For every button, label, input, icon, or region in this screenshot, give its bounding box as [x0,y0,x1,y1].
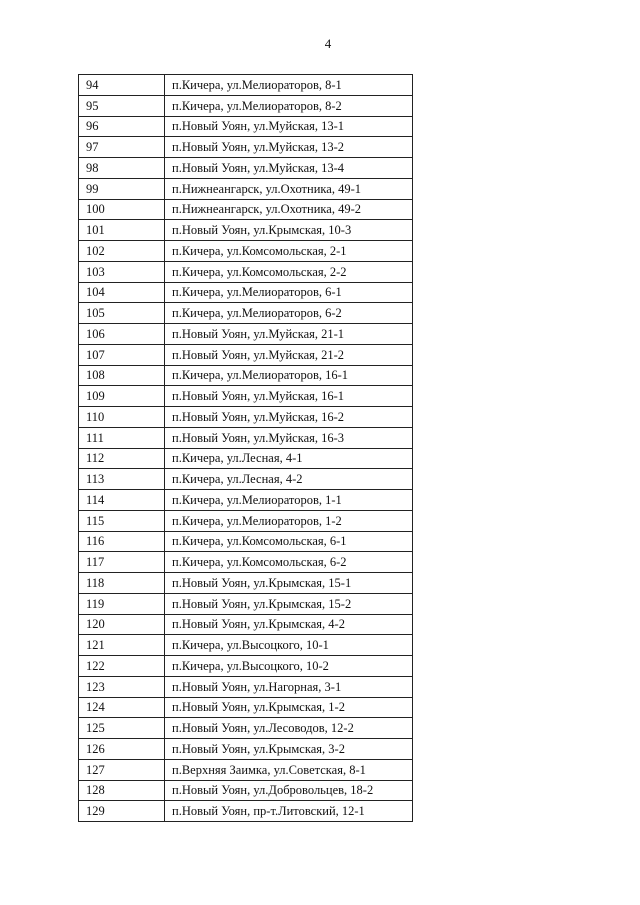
row-number-cell: 124 [79,697,165,718]
row-number-cell: 98 [79,158,165,179]
address-cell: п.Новый Уоян, ул.Крымская, 15-1 [165,573,413,594]
table-row [79,676,413,697]
address-cell: п.Кичера, ул.Комсомольская, 2-2 [165,261,413,282]
row-number-cell: 117 [79,552,165,573]
table-row [79,241,413,262]
address-cell: п.Кичера, ул.Мелиораторов, 6-2 [165,303,413,324]
row-number-cell: 128 [79,780,165,801]
address-cell: п.Новый Уоян, ул.Муйская, 16-1 [165,386,413,407]
address-cell: п.Нижнеангарск, ул.Охотника, 49-1 [165,178,413,199]
table-row [79,282,413,303]
page-number: 4 [324,36,332,51]
address-cell: п.Новый Уоян, ул.Нагорная, 3-1 [165,676,413,697]
address-cell: п.Кичера, ул.Мелиораторов, 1-2 [165,510,413,531]
table-row [79,448,413,469]
table-row [79,199,413,220]
row-number-cell: 113 [79,469,165,490]
row-number-cell: 123 [79,676,165,697]
address-cell: п.Новый Уоян, ул.Муйская, 21-1 [165,324,413,345]
address-cell: п.Новый Уоян, ул.Муйская, 13-2 [165,137,413,158]
row-number-cell: 118 [79,573,165,594]
address-cell: п.Кичера, ул.Комсомольская, 6-1 [165,531,413,552]
row-number-cell: 101 [79,220,165,241]
row-number-cell: 122 [79,656,165,677]
address-cell: п.Новый Уоян, ул.Лесоводов, 12-2 [165,718,413,739]
address-cell: п.Кичера, ул.Лесная, 4-1 [165,448,413,469]
row-number-cell: 104 [79,282,165,303]
address-cell: п.Новый Уоян, ул.Крымская, 1-2 [165,697,413,718]
row-number-cell: 107 [79,344,165,365]
row-number-cell: 111 [79,427,165,448]
table-row [79,697,413,718]
address-cell: п.Нижнеангарск, ул.Охотника, 49-2 [165,199,413,220]
address-cell: п.Кичера, ул.Мелиораторов, 8-1 [165,75,413,96]
row-number-cell: 94 [79,75,165,96]
row-number-cell: 127 [79,759,165,780]
table-row [79,552,413,573]
row-number-cell: 99 [79,178,165,199]
address-cell: п.Кичера, ул.Лесная, 4-2 [165,469,413,490]
address-cell: п.Новый Уоян, ул.Крымская, 10-3 [165,220,413,241]
table-row [79,344,413,365]
address-cell: п.Кичера, ул.Мелиораторов, 16-1 [165,365,413,386]
address-cell: п.Кичера, ул.Мелиораторов, 8-2 [165,95,413,116]
row-number-cell: 106 [79,324,165,345]
table-row [79,116,413,137]
address-cell: п.Кичера, ул.Комсомольская, 2-1 [165,241,413,262]
table-row [79,573,413,594]
table-row [79,407,413,428]
row-number-cell: 108 [79,365,165,386]
row-number-cell: 115 [79,510,165,531]
row-number-cell: 121 [79,635,165,656]
row-number-cell: 100 [79,199,165,220]
row-number-cell: 102 [79,241,165,262]
table-row [79,614,413,635]
address-cell: п.Кичера, ул.Мелиораторов, 1-1 [165,490,413,511]
row-number-cell: 110 [79,407,165,428]
table-row [79,427,413,448]
table-row [79,178,413,199]
row-number-cell: 114 [79,490,165,511]
address-cell: п.Верхняя Заимка, ул.Советская, 8-1 [165,759,413,780]
table-row [79,386,413,407]
row-number-cell: 126 [79,739,165,760]
table-row [79,593,413,614]
row-number-cell: 97 [79,137,165,158]
row-number-cell: 116 [79,531,165,552]
address-cell: п.Кичера, ул.Высоцкого, 10-2 [165,656,413,677]
address-cell: п.Новый Уоян, ул.Добровольцев, 18-2 [165,780,413,801]
row-number-cell: 119 [79,593,165,614]
row-number-cell: 103 [79,261,165,282]
table-row [79,158,413,179]
address-cell: п.Новый Уоян, ул.Муйская, 21-2 [165,344,413,365]
row-number-cell: 95 [79,95,165,116]
row-number-cell: 109 [79,386,165,407]
address-table-body [79,75,413,822]
address-cell: п.Кичера, ул.Мелиораторов, 6-1 [165,282,413,303]
address-cell: п.Кичера, ул.Высоцкого, 10-1 [165,635,413,656]
table-row [79,780,413,801]
table-row [79,510,413,531]
table-row [79,261,413,282]
table-row [79,220,413,241]
row-number-cell: 105 [79,303,165,324]
row-number-cell: 120 [79,614,165,635]
table-row [79,469,413,490]
table-row [79,635,413,656]
table-row [79,137,413,158]
address-cell: п.Новый Уоян, ул.Муйская, 13-1 [165,116,413,137]
address-table [78,74,413,822]
address-cell: п.Новый Уоян, пр-т.Литовский, 12-1 [165,801,413,822]
table-row [79,95,413,116]
address-cell: п.Новый Уоян, ул.Муйская, 16-3 [165,427,413,448]
address-cell: п.Новый Уоян, ул.Крымская, 4-2 [165,614,413,635]
address-cell: п.Новый Уоян, ул.Крымская, 3-2 [165,739,413,760]
table-row [79,718,413,739]
table-row [79,324,413,345]
address-cell: п.Новый Уоян, ул.Крымская, 15-2 [165,593,413,614]
table-row [79,759,413,780]
row-number-cell: 125 [79,718,165,739]
address-cell: п.Новый Уоян, ул.Муйская, 13-4 [165,158,413,179]
table-row [79,75,413,96]
row-number-cell: 96 [79,116,165,137]
row-number-cell: 129 [79,801,165,822]
table-row [79,739,413,760]
table-row [79,303,413,324]
table-row [79,365,413,386]
table-row [79,531,413,552]
table-row [79,490,413,511]
table-row [79,656,413,677]
table-row [79,801,413,822]
address-cell: п.Кичера, ул.Комсомольская, 6-2 [165,552,413,573]
address-cell: п.Новый Уоян, ул.Муйская, 16-2 [165,407,413,428]
row-number-cell: 112 [79,448,165,469]
